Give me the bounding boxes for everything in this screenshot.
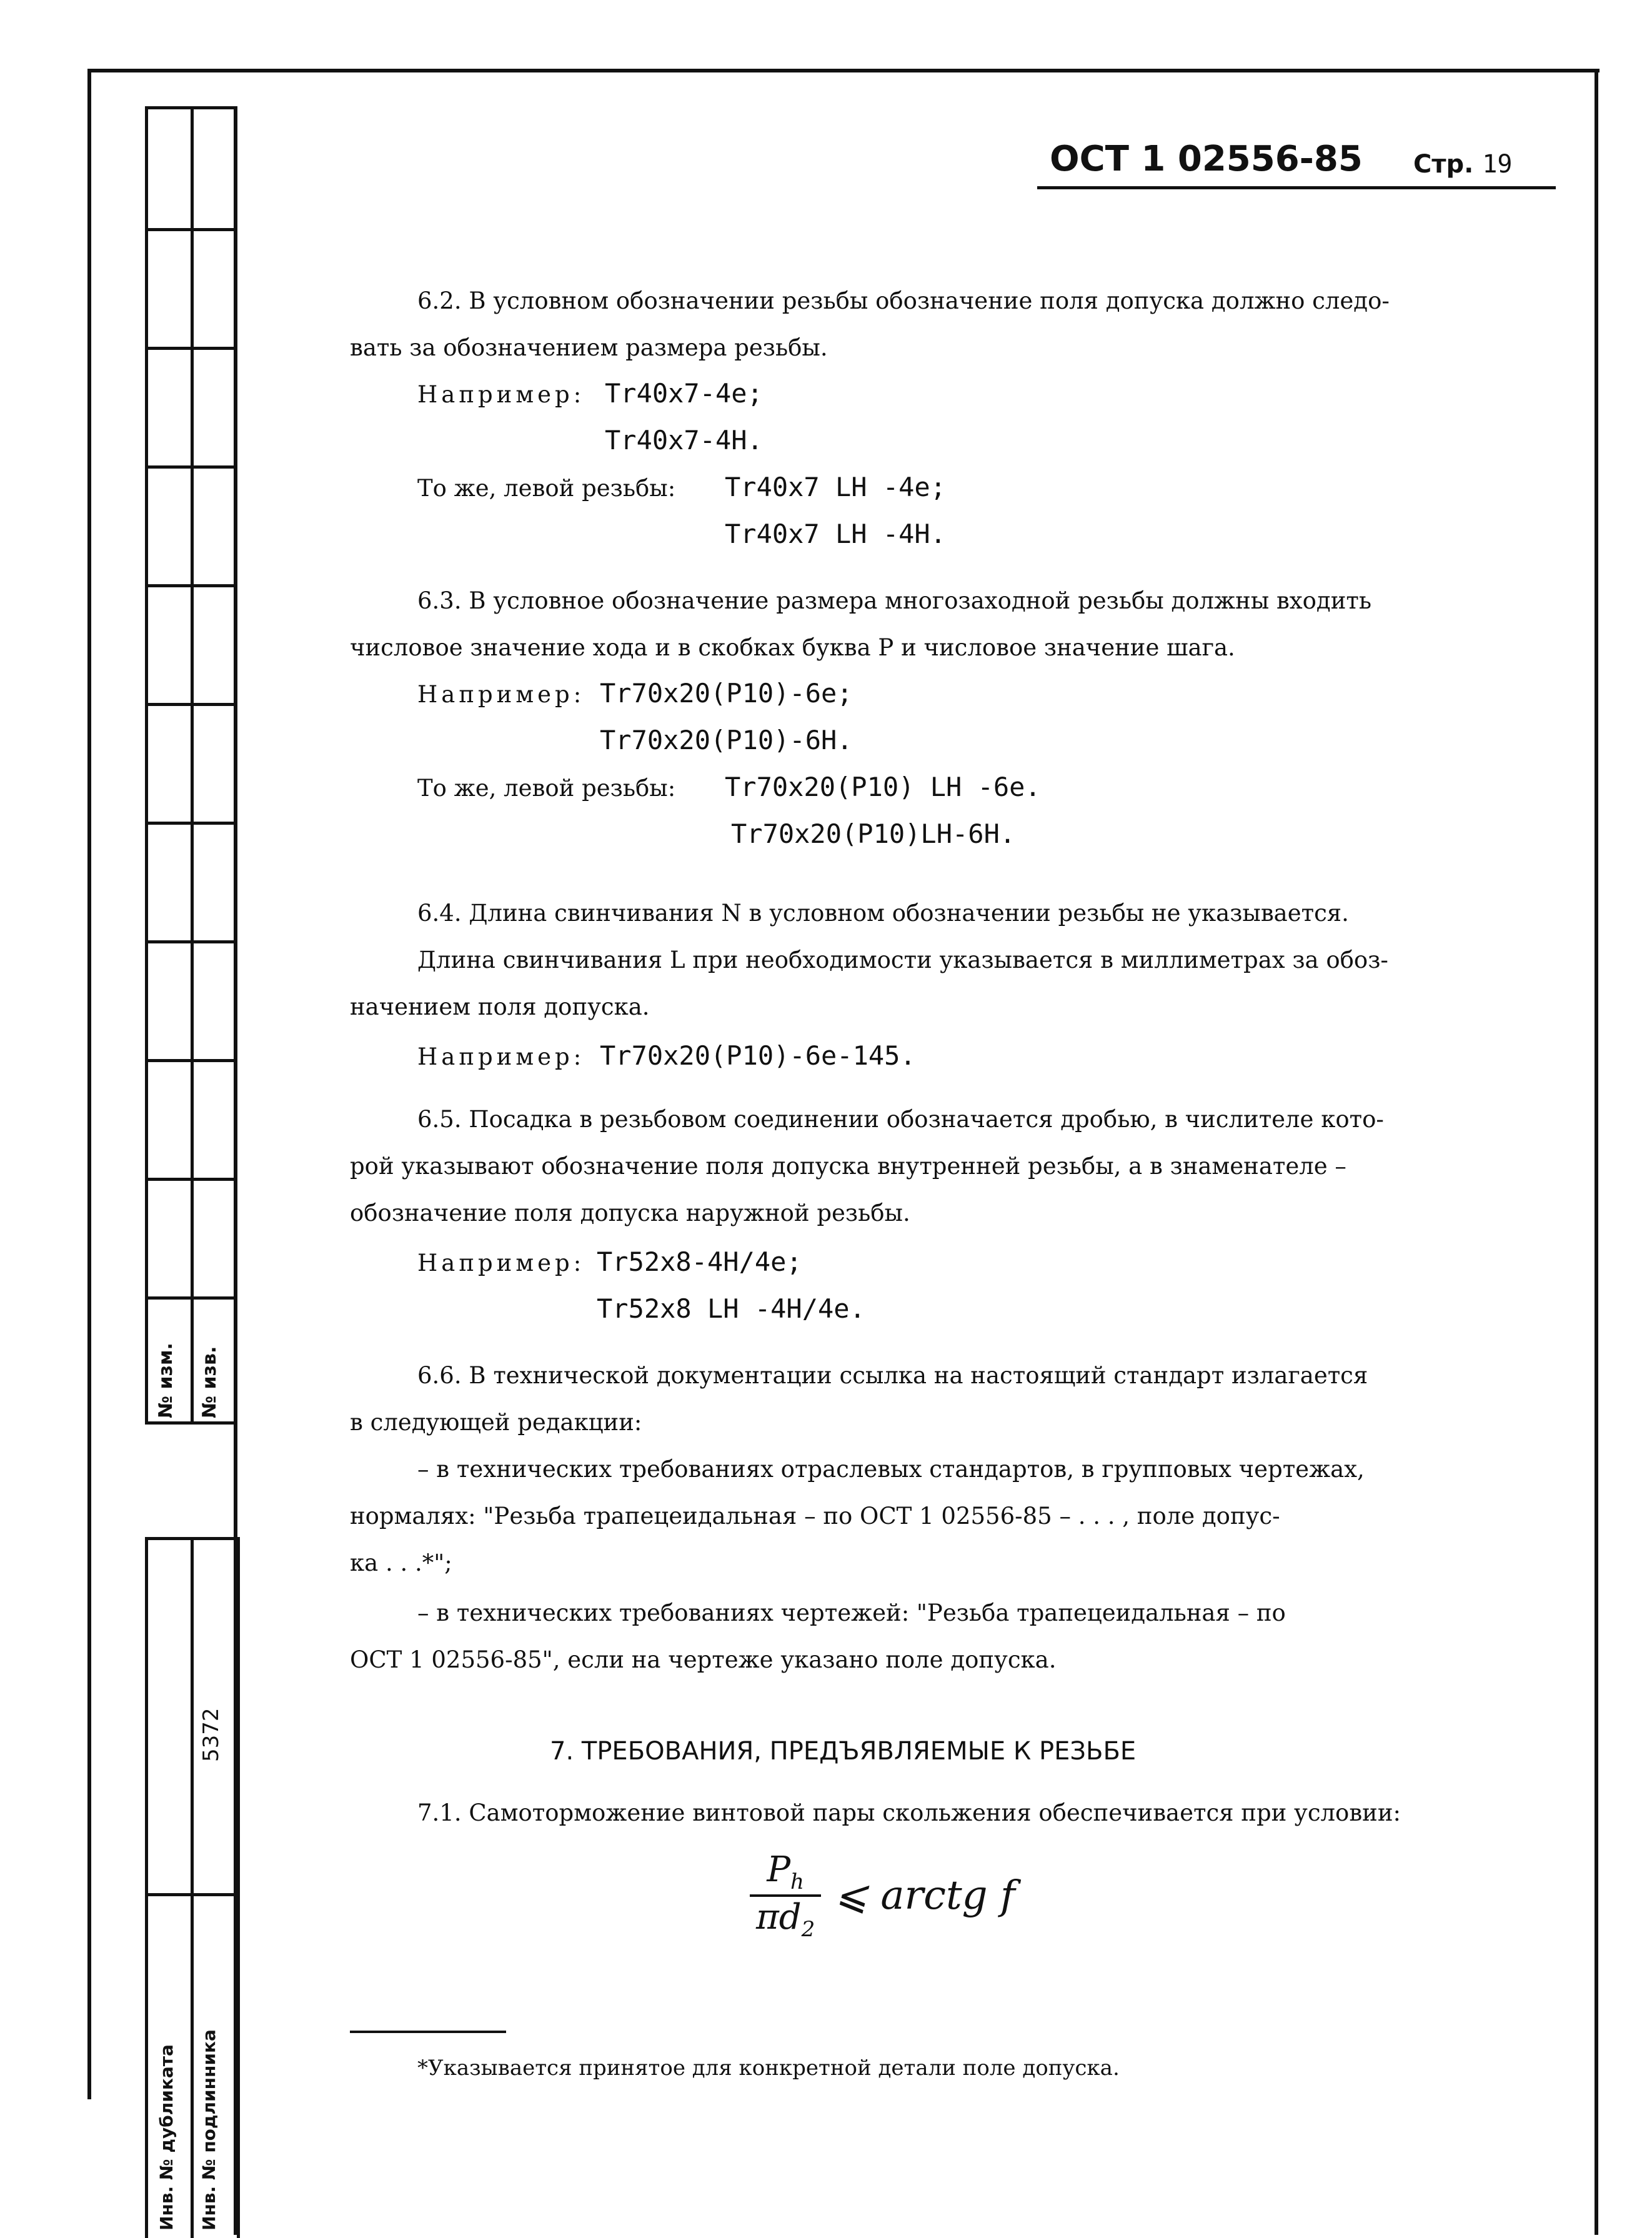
p62-example1: Tr40x7-4e;: [605, 378, 763, 409]
revision-strip: [145, 106, 237, 1425]
p71-text: 7.1. Самоторможение винтовой пары скольжения обеспечивается при условии:: [417, 1799, 1401, 1826]
p63-left-label: То же, левой резьбы:: [417, 775, 676, 802]
p65-line1: 6.5. Посадка в резьбовом соединении обозначается дробью, в числителе кото-: [417, 1106, 1384, 1133]
main-field-border: [234, 106, 237, 2235]
p65-example2: Tr52x8 LH -4H/4e.: [597, 1293, 865, 1324]
document-code: ОСТ 1 02556-85: [1050, 139, 1363, 179]
p63-example4: Tr70x20(P10)LH-6H.: [731, 818, 1016, 849]
p62-example3: Tr40x7 LH -4e;: [725, 472, 947, 502]
p64-line2: Длина свинчивания L при необходимости указывается в миллиметрах за обоз-: [417, 947, 1388, 973]
page-number: Стр. 19: [1413, 150, 1513, 179]
section7-heading: 7. ТРЕБОВАНИЯ, ПРЕДЪЯВЛЯЕМЫЕ К РЕЗЬБЕ: [550, 1737, 1137, 1766]
p62-example2: Tr40x7-4H.: [605, 425, 763, 455]
p62-left-label: То же, левой резьбы:: [417, 475, 676, 502]
p66-line1: 6.6. В технической документации ссылка на настоящий стандарт излагается: [417, 1362, 1368, 1389]
side-izv-label: № изв.: [199, 1346, 221, 1418]
p66-line4: нормалях: "Резьба трапецеидальная – по ОСТ 1 02556-85 – . . . , поле допус-: [350, 1503, 1280, 1529]
p63-example3: Tr70x20(P10) LH -6e.: [725, 772, 1041, 802]
side-podlinnik-label: Инв. № подлинника: [199, 2029, 219, 2231]
footnote: *Указывается принятое для конкретной детали поле допуска.: [417, 2056, 1120, 2081]
p64-example-label: Например:: [417, 1043, 585, 1070]
p62-line1: 6.2. В условном обозначении резьбы обозначение поля допуска должно следо-: [417, 287, 1390, 314]
self-braking-formula: $\frac{P_h}{\pi d_2}$ ⩽ arctg f: [750, 1849, 1015, 1942]
p65-line3: обозначение поля допуска наружной резьбы.: [350, 1200, 910, 1226]
p63-example2: Tr70x20(P10)-6H.: [600, 725, 853, 755]
p63-line2: числовое значение хода и в скобках буква P и числовое значение шага.: [350, 634, 1235, 661]
frame-top-border: [87, 69, 1600, 72]
side-izm-label: № изм.: [155, 1343, 177, 1418]
p63-example-label: Например:: [417, 681, 585, 708]
p64-line3: начением поля допуска.: [350, 993, 650, 1020]
frame-left-border: [87, 69, 91, 2099]
side-number: 5372: [199, 1708, 224, 1762]
p62-example-label: Например:: [417, 381, 585, 408]
p66-line5: ка . . .*";: [350, 1549, 452, 1576]
p66-line2: в следующей редакции:: [350, 1409, 642, 1436]
p63-example1: Tr70x20(P10)-6e;: [600, 678, 853, 709]
p62-line2: вать за обозначением размера резьбы.: [350, 334, 828, 361]
p63-line1: 6.3. В условное обозначение размера многозаходной резьбы должны входить: [417, 587, 1371, 614]
p65-example-label: Например:: [417, 1250, 585, 1276]
p64-line1: 6.4. Длина свинчивания N в условном обозначении резьбы не указывается.: [417, 900, 1349, 927]
p65-line2: рой указывают обозначение поля допуска внутренней резьбы, а в знаменателе –: [350, 1153, 1346, 1180]
p66-line7: ОСТ 1 02556-85", если на чертеже указано поле допуска.: [350, 1646, 1057, 1673]
header-rule: [1037, 186, 1556, 189]
side-dublikat-label: Инв. № дубликата: [156, 2044, 177, 2231]
p64-example1: Tr70x20(P10)-6e-145.: [600, 1040, 916, 1071]
p66-line3: – в технических требованиях отраслевых стандартов, в групповых чертежах,: [417, 1456, 1365, 1483]
p66-line6: – в технических требованиях чертежей: "Резьба трапецеидальная – по: [417, 1599, 1286, 1626]
frame-right-border: [1595, 69, 1598, 2235]
p62-example4: Tr40x7 LH -4H.: [725, 519, 947, 549]
footnote-rule: [350, 2031, 506, 2033]
p65-example1: Tr52x8-4H/4e;: [597, 1246, 802, 1277]
